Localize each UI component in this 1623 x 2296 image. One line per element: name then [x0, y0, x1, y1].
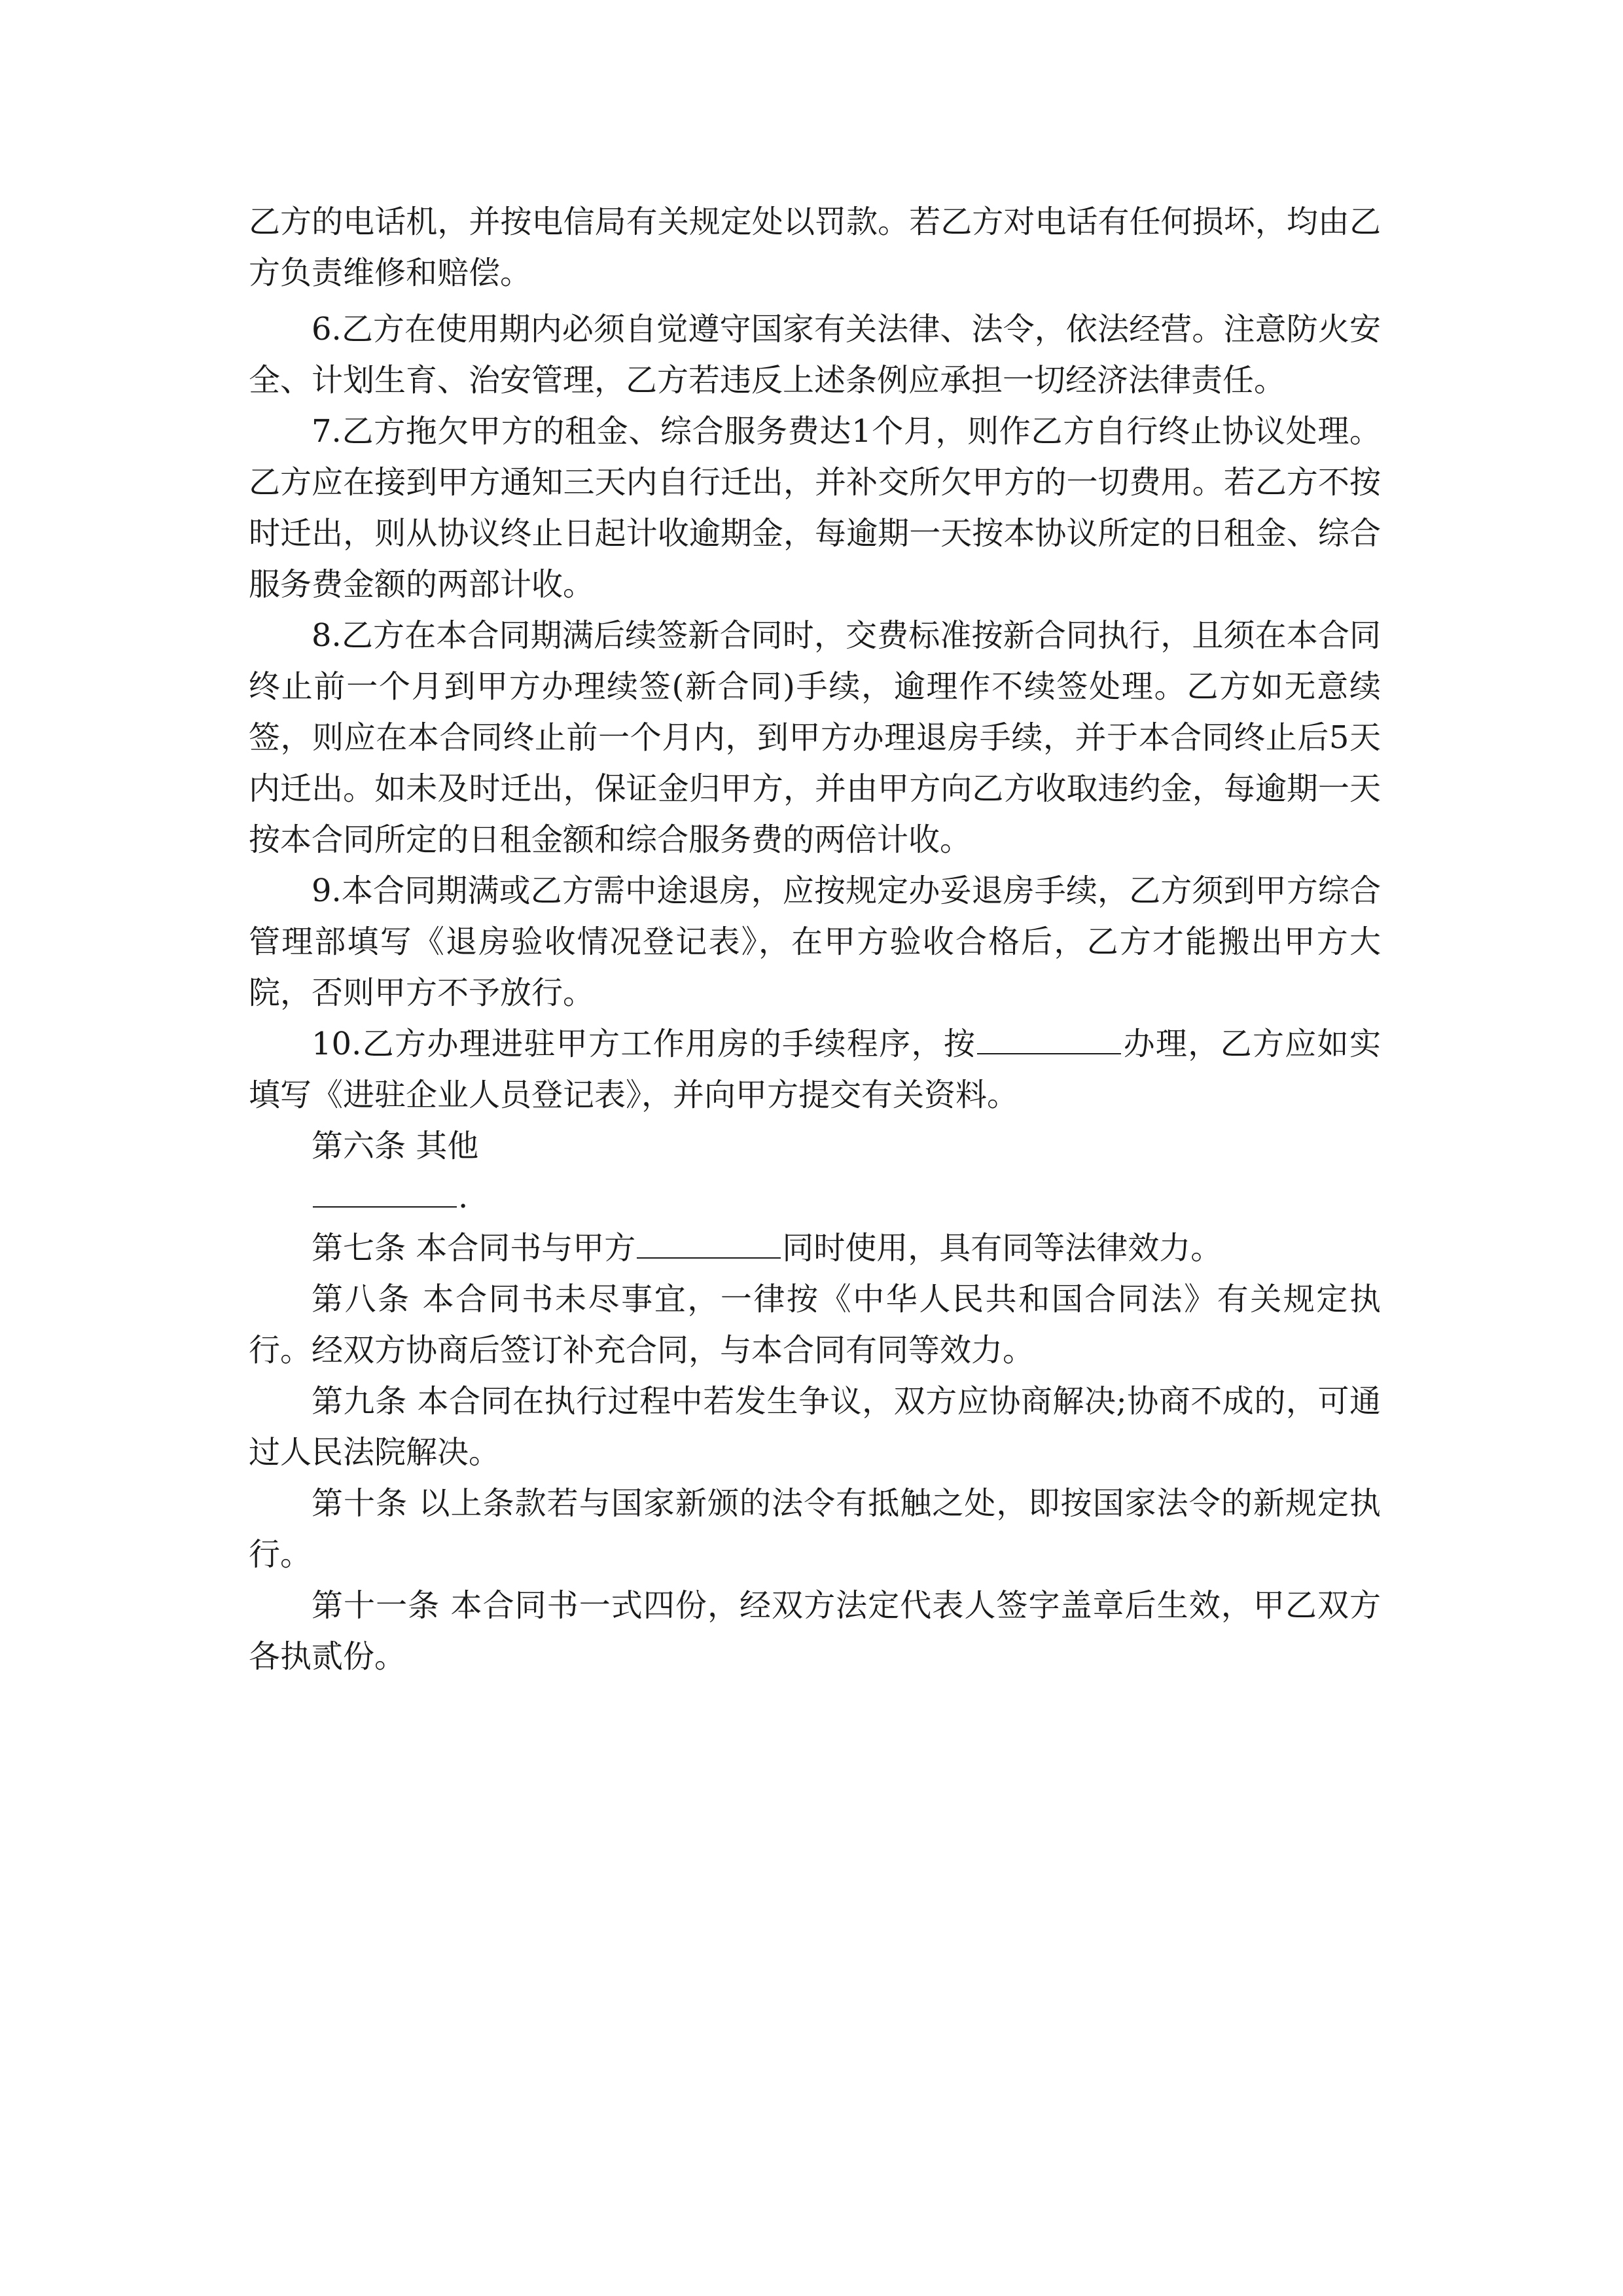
- document-page: [249, 196, 1381, 1682]
- article-9: 第九条 本合同在执行过程中若发生争议，双方应协商解决;协商不成的，可通过人民法院解决。: [249, 1383, 1381, 1471]
- article-6-title: 第六条 其他: [312, 1128, 479, 1164]
- item-10-text-end: 办理，乙方应如实填写《进驻企业人员登记表》，并向甲方提交有关资料。: [249, 1026, 1381, 1113]
- fill-in-blank-procedure: [977, 1027, 1121, 1054]
- fill-in-blank-document: [637, 1231, 781, 1259]
- item-10-text-start: 10.乙方办理进驻甲方工作用房的手续程序，按: [312, 1026, 976, 1062]
- article-8: 第八条 本合同书未尽事宜，一律按《中华人民共和国合同法》有关规定执行。经双方协商后签订补充合同，与本合同有同等效力。: [249, 1281, 1381, 1369]
- article-7-text-start: 第七条 本合同书与甲方: [312, 1230, 636, 1266]
- paragraph-item-10: [249, 1018, 1381, 1121]
- fill-in-blank-other: [313, 1180, 457, 1208]
- article-6-content: [249, 1172, 1381, 1223]
- article-7-text-end: 同时使用，具有同等法律效力。: [782, 1230, 1222, 1266]
- paragraph-item-8: 8.乙方在本合同期满后续签新合同时，交费标准按新合同执行，且须在本合同终止前一个月到甲方办理续签(新合同)手续，逾理作不续签处理。乙方如无意续签，则应在本合同终止前一个月内，到甲方办理退房手续，并于本合同终止后5天内迁出。如未及时迁出，保证金归甲方，并由甲方向乙方收取违约金，每逾期一天按本合同所定的日租金额和综合服务费的两倍计收。: [249, 617, 1381, 858]
- article-6-period: .: [458, 1179, 469, 1215]
- paragraph-item-9: 9.本合同期满或乙方需中途退房，应按规定办妥退房手续，乙方须到甲方综合管理部填写《退房验收情况登记表》，在甲方验收合格后，乙方才能搬出甲方大院，否则甲方不予放行。: [249, 872, 1381, 1011]
- article-7: [249, 1223, 1381, 1274]
- paragraph-item-7: 7.乙方拖欠甲方的租金、综合服务费达1个月，则作乙方自行终止协议处理。乙方应在接到甲方通知三天内自行迁出，并补交所欠甲方的一切费用。若乙方不按时迁出，则从协议终止日起计收逾期金，每逾期一天按本协议所定的日租金、综合服务费金额的两部计收。: [249, 413, 1381, 603]
- article-11: 第十一条 本合同书一式四份，经双方法定代表人签字盖章后生效，甲乙双方各执贰份。: [249, 1587, 1381, 1675]
- paragraph-phone-clause: 乙方的电话机，并按电信局有关规定处以罚款。若乙方对电话有任何损坏，均由乙方负责维修和赔偿。: [249, 204, 1381, 291]
- paragraph-item-6: 6.乙方在使用期内必须自觉遵守国家有关法律、法令，依法经营。注意防火安全、计划生育、治安管理，乙方若违反上述条例应承担一切经济法律责任。: [249, 311, 1381, 399]
- article-10: 第十条 以上条款若与国家新颁的法令有抵触之处，即按国家法令的新规定执行。: [249, 1485, 1381, 1573]
